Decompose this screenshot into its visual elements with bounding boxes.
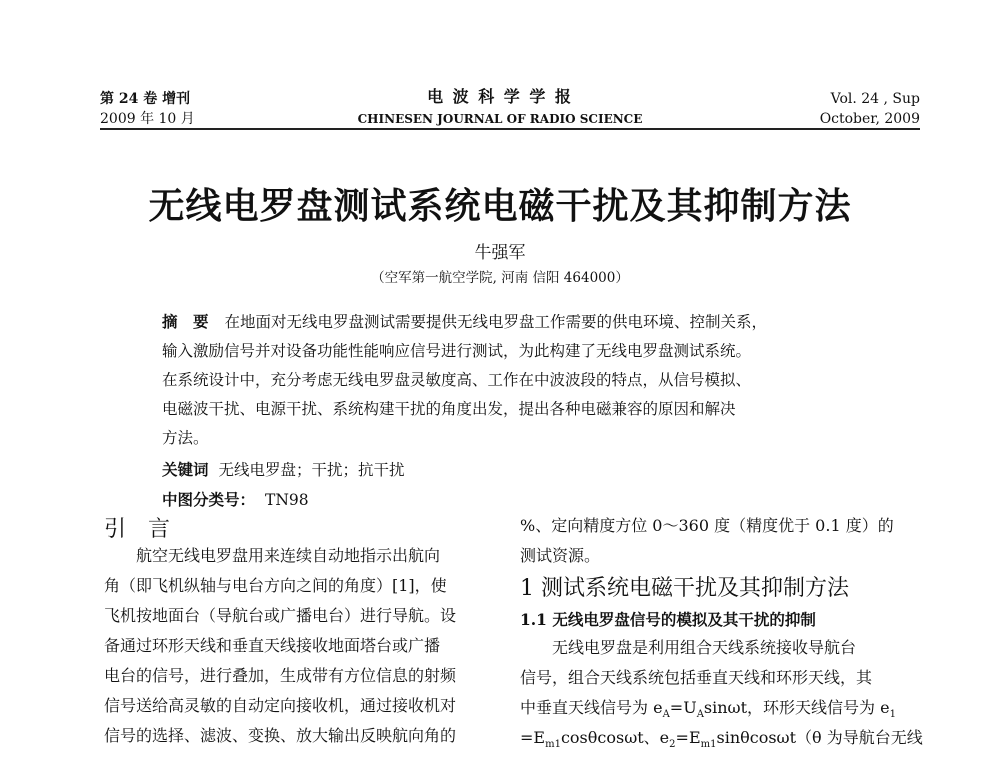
abstract-label: 摘 要: [162, 312, 209, 331]
body-line: 航空无线电罗盘用来连续自动地指示出航向: [104, 546, 441, 565]
section-title-1: 1 测试系统电磁干扰及其抑制方法: [520, 576, 849, 601]
body-line: 无线电罗盘是利用组合天线系统接收导航台: [520, 638, 857, 657]
formula-line: 中垂直天线信号为 $e_A=U_A\sin\omega t$，环形天线信号为 $e_1$: [520, 698, 896, 721]
body-line: 角（即飞机纵轴与电台方向之间的角度）[1]，使: [104, 576, 447, 595]
body-line: 信号送给高灵敏的自动定向接收机，通过接收机对: [104, 696, 457, 715]
abstract-line: 方法。: [162, 429, 209, 447]
affiliation: （空军第一航空学院, 河南 信阳 464000）: [371, 270, 629, 286]
issue-date: 2009 年 10 月: [100, 111, 195, 127]
section-title-intro: 引 言: [104, 517, 171, 542]
body-line: 电台的信号，进行叠加，生成带有方位信息的射频: [104, 666, 457, 685]
keywords-label: 关键词: [162, 460, 209, 479]
abstract-line: 电磁波干扰、电源干扰、系统构建干扰的角度出发，提出各种电磁兼容的原因和解决: [162, 400, 736, 418]
journal-name-en: CHINESEN JOURNAL OF RADIO SCIENCE: [357, 112, 643, 126]
body-line: 信号，组合天线系统包括垂直天线和环形天线，其: [520, 668, 873, 687]
volume-en: Vol. 24 , Sup: [830, 91, 920, 107]
author: 牛强军: [474, 243, 526, 263]
subsection-title-1-1: 1.1 无线电罗盘信号的模拟及其干扰的抑制: [520, 610, 816, 629]
keywords: [162, 458, 405, 480]
date-en: October, 2009: [819, 111, 920, 127]
paper-title: 无线电罗盘测试系统电磁干扰及其抑制方法: [148, 185, 852, 227]
clc-value: TN98: [265, 491, 309, 509]
body-line: 信号的选择、滤波、变换、放大输出反映航向角的: [104, 726, 457, 745]
journal-name-cn: 电 波 科 学 学 报: [427, 87, 573, 106]
keywords-value: 无线电罗盘；干扰；抗干扰: [218, 461, 405, 479]
body-line: 飞机按地面台（导航台或广播电台）进行导航。设: [104, 606, 457, 625]
abstract-line: 摘 要 在地面对无线电罗盘测试需要提供无线电罗盘工作需要的供电环境、控制关系，: [162, 312, 768, 331]
body-line: 备通过环形天线和垂直天线接收地面塔台或广播: [104, 636, 441, 655]
header-rule: [100, 128, 920, 130]
clc-label: 中图分类号：: [162, 490, 256, 509]
body-line: %、定向精度方位 0～360 度（精度优于 0.1 度）的: [520, 516, 894, 535]
abstract-line: 输入激励信号并对设备功能性能响应信号进行测试，为此构建了无线电罗盘测试系统。: [162, 342, 752, 360]
formula-line: $=E_{m1}\cos\theta\cos\omega t$、$e_2=E_{m1}\sin\theta\cos\omega t(\theta$ 为导航台无线: [520, 728, 923, 751]
abstract-line: 在系统设计中，充分考虑无线电罗盘灵敏度高、工作在中波波段的特点，从信号模拟、: [162, 371, 752, 389]
volume-issue: 第 24 卷 增刊: [100, 91, 191, 107]
clc-number: [162, 488, 309, 510]
body-line: 测试资源。: [520, 546, 601, 565]
